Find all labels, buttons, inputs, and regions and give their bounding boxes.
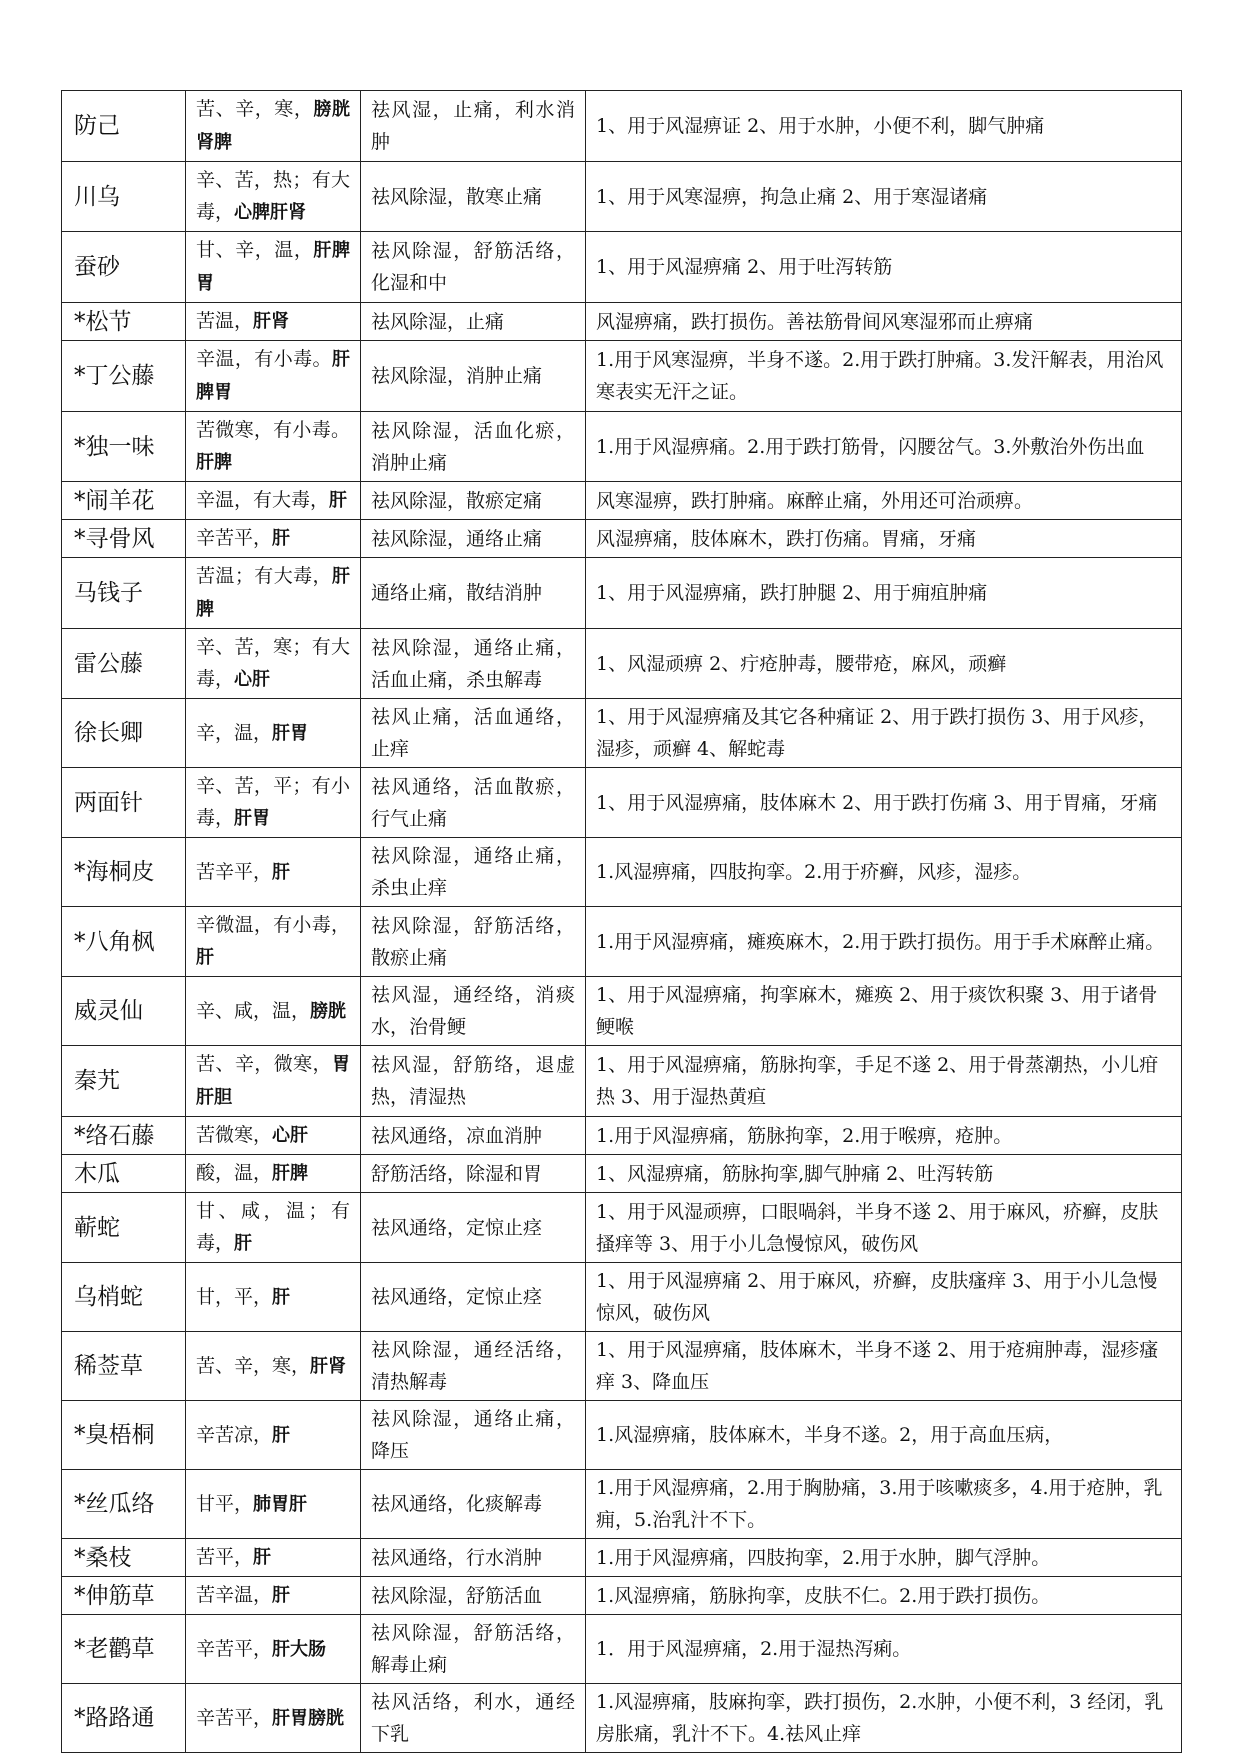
herb-nature-cell (186, 1470, 361, 1539)
herb-function-cell: 祛风活络，利水，通经下乳 (361, 1684, 586, 1753)
herb-indication-cell: 1．用于风湿痹痛，2.用于湿热泻痢。 (586, 1615, 1182, 1684)
herb-meridian-text: 肝 (272, 1424, 291, 1446)
herb-name-cell: 防己 (62, 91, 186, 162)
herb-indication-cell: 1.用于风湿痹痛，四肢拘挛，2.用于水肿，脚气浮肿。 (586, 1539, 1182, 1577)
herb-indication-cell: 1.风湿痹痛，筋脉拘挛，皮肤不仁。2.用于跌打损伤。 (586, 1577, 1182, 1615)
herb-nature-text: 甘、辛，温， (196, 239, 314, 261)
table-row (62, 558, 1182, 629)
herb-meridian-text: 肝 (272, 861, 291, 883)
herb-nature-cell (186, 1539, 361, 1577)
herb-indication-cell: 1、用于风湿痹痛及其它各种痛证 2、用于跌打损伤 3、用于风疹，湿疹，顽癣 4、解蛇毒 (586, 699, 1182, 768)
herb-nature-text: 辛苦平， (196, 1706, 273, 1729)
herb-indication-cell: 1、用于风湿痹痛，跌打肿腿 2、用于痈疽肿痛 (586, 558, 1182, 629)
herb-meridian-text: 胃肝胆 (196, 1054, 350, 1108)
herb-function-cell: 通络止痛，散结消肿 (361, 558, 586, 629)
herb-function-cell: 祛风通络，化痰解毒 (361, 1470, 586, 1539)
herb-nature-cell (186, 162, 361, 232)
herb-meridian-text: 心脾肝肾 (234, 202, 307, 223)
herb-function-cell: 祛风除湿，舒筋活血 (361, 1577, 586, 1615)
herb-table-body (62, 91, 1182, 1753)
herb-nature-text: 辛苦凉， (196, 1423, 273, 1446)
herb-meridian-text: 肝 (272, 528, 291, 549)
herb-nature-text: 苦温；有大毒， (196, 565, 332, 587)
herb-function-cell: 祛风除湿，活血化瘀，消肿止痛 (361, 412, 586, 482)
herb-nature-cell (186, 1401, 361, 1470)
herb-nature-text: 苦、辛，微寒， (196, 1053, 332, 1075)
herb-nature-text: 辛、苦，平；有小毒， (196, 775, 350, 829)
herb-name-cell: 徐长卿 (62, 699, 186, 768)
herb-indication-cell: 1.用于风湿痹痛。2.用于跌打筋骨，闪腰岔气。3.外敷治外伤出血 (586, 412, 1182, 482)
herb-nature-cell (186, 1615, 361, 1684)
herb-name-cell: 蚕砂 (62, 232, 186, 303)
herb-meridian-text: 心肝 (272, 1125, 309, 1146)
table-row (62, 1684, 1182, 1753)
herb-nature-text: 甘平， (196, 1492, 254, 1515)
herb-indication-cell: 1.用于风湿痹痛，瘫痪麻木，2.用于跌打损伤。用于手术麻醉止痛。 (586, 907, 1182, 977)
herb-meridian-text: 肝 (272, 1585, 291, 1606)
herb-nature-text: 辛苦平， (196, 1637, 273, 1660)
herb-function-cell: 祛风除湿，散瘀定痛 (361, 482, 586, 520)
herb-nature-cell (186, 1332, 361, 1401)
herb-nature-text: 酸，温， (196, 1162, 273, 1184)
table-row (62, 838, 1182, 907)
herb-indication-cell: 1.用于风寒湿痹，半身不遂。2.用于跌打肿痛。3.发汗解表，用治风寒表实无汗之证。 (586, 341, 1182, 412)
herb-function-cell: 祛风除湿，舒筋活络，解毒止痢 (361, 1615, 586, 1684)
herb-meridian-text: 心肝 (234, 669, 271, 690)
table-row (62, 520, 1182, 558)
herb-name-cell: 马钱子 (62, 558, 186, 629)
herb-meridian-text: 肝 (234, 1233, 253, 1254)
herb-indication-cell: 风寒湿痹，跌打肿痛。麻醉止痛，外用还可治顽痹。 (586, 482, 1182, 520)
herb-meridian-text: 肝 (329, 490, 348, 511)
herb-meridian-text: 肝脾 (196, 566, 350, 620)
herb-name-cell: *路路通 (62, 1684, 186, 1753)
herb-name-cell: *丝瓜络 (62, 1470, 186, 1539)
herb-nature-cell (186, 768, 361, 838)
herb-nature-cell (186, 629, 361, 699)
herb-meridian-text: 膀胱肾脾 (196, 99, 350, 153)
herb-name-cell: 威灵仙 (62, 977, 186, 1046)
herb-name-cell: *松节 (62, 303, 186, 341)
herb-name-cell: *丁公藤 (62, 341, 186, 412)
herb-nature-cell (186, 907, 361, 977)
herb-function-cell: 祛风止痛，活血通络，止痒 (361, 699, 586, 768)
herb-meridian-text: 肝胃 (234, 808, 271, 829)
herb-indication-cell: 风湿痹痛，跌打损伤。善祛筋骨间风寒湿邪而止痹痛 (586, 303, 1182, 341)
herb-name-cell: *桑枝 (62, 1539, 186, 1577)
table-row (62, 162, 1182, 232)
table-row (62, 303, 1182, 341)
herb-function-cell: 祛风除湿，通络止痛 (361, 520, 586, 558)
herb-nature-text: 辛微温，有小毒， (196, 914, 350, 936)
herb-meridian-text: 肝脾胃 (196, 349, 350, 403)
herb-indication-cell: 1.用于风湿痹痛，2.用于胸胁痛，3.用于咳嗽痰多，4.用于疮肿，乳痈，5.治乳汁不下。 (586, 1470, 1182, 1539)
herb-nature-cell (186, 1155, 361, 1193)
herb-function-cell: 祛风湿，止痛，利水消肿 (361, 91, 586, 162)
herb-nature-text: 甘、咸，温；有毒， (196, 1200, 350, 1254)
herb-nature-cell (186, 91, 361, 162)
table-row (62, 1615, 1182, 1684)
table-row (62, 629, 1182, 699)
table-row (62, 1046, 1182, 1117)
herb-function-cell: 祛风湿，舒筋络，退虚热，清湿热 (361, 1046, 586, 1117)
herb-name-cell: *海桐皮 (62, 838, 186, 907)
herb-indication-cell: 1、用于风湿痹痛 2、用于吐泻转筋 (586, 232, 1182, 303)
herb-indication-cell: 1.用于风湿痹痛，筋脉拘挛，2.用于喉痹，疮肿。 (586, 1117, 1182, 1155)
herb-name-cell: *八角枫 (62, 907, 186, 977)
herb-nature-text: 辛，温， (196, 721, 273, 744)
table-row (62, 1470, 1182, 1539)
herb-nature-cell (186, 838, 361, 907)
herb-indication-cell: 风湿痹痛，肢体麻木，跌打伤痛。胃痛，牙痛 (586, 520, 1182, 558)
herb-function-cell: 祛风除湿，通络止痛，降压 (361, 1401, 586, 1470)
herb-name-cell: *络石藤 (62, 1117, 186, 1155)
herb-nature-cell (186, 977, 361, 1046)
herb-name-cell: *老鹳草 (62, 1615, 186, 1684)
herb-nature-text: 辛温，有大毒， (196, 489, 330, 511)
herb-meridian-text: 肝肾 (253, 311, 290, 332)
herb-nature-text: 辛、咸，温， (196, 999, 311, 1022)
herb-name-cell: 乌梢蛇 (62, 1263, 186, 1332)
herb-name-cell: 两面针 (62, 768, 186, 838)
herb-nature-text: 辛苦平， (196, 527, 273, 549)
herb-nature-cell (186, 232, 361, 303)
table-row (62, 768, 1182, 838)
herb-function-cell: 祛风除湿，通经活络，清热解毒 (361, 1332, 586, 1401)
herb-function-cell: 祛风除湿，通络止痛，杀虫止痒 (361, 838, 586, 907)
herb-name-cell: *闹羊花 (62, 482, 186, 520)
herb-meridian-text: 肝脾 (196, 452, 232, 473)
herb-function-cell: 祛风通络，行水消肿 (361, 1539, 586, 1577)
herb-function-cell: 祛风除湿，止痛 (361, 303, 586, 341)
herb-nature-text: 苦微寒，有小毒。 (196, 419, 350, 441)
table-row (62, 1577, 1182, 1615)
table-row (62, 699, 1182, 768)
herb-nature-text: 辛、苦，寒；有大毒， (196, 636, 350, 690)
table-row (62, 412, 1182, 482)
herb-function-cell: 祛风通络，定惊止痉 (361, 1193, 586, 1263)
herb-indication-cell: 1.风湿痹痛，四肢拘挛。2.用于疥癣，风疹，湿疹。 (586, 838, 1182, 907)
herb-indication-cell: 1、用于风湿痹证 2、用于水肿，小便不利，脚气肿痛 (586, 91, 1182, 162)
herb-nature-text: 苦温， (196, 310, 254, 332)
herb-indication-cell: 1、风湿顽痹 2、疔疮肿毒，腰带疮，麻风，顽癣 (586, 629, 1182, 699)
herb-meridian-text: 肝脾 (272, 1163, 309, 1184)
herb-meridian-text: 肝胃 (272, 722, 309, 744)
herb-name-cell: *独一味 (62, 412, 186, 482)
herb-indication-cell: 1.风湿痹痛，肢体麻木，半身不遂。2，用于高血压病， (586, 1401, 1182, 1470)
herb-nature-cell (186, 520, 361, 558)
herb-table (61, 90, 1182, 1753)
table-row (62, 1193, 1182, 1263)
herb-nature-cell (186, 1263, 361, 1332)
herb-meridian-text: 肝胃膀胱 (272, 1707, 345, 1729)
herb-name-cell: *伸筋草 (62, 1577, 186, 1615)
herb-function-cell: 祛风除湿，消肿止痛 (361, 341, 586, 412)
table-row (62, 907, 1182, 977)
herb-function-cell: 祛风通络，活血散瘀，行气止痛 (361, 768, 586, 838)
herb-function-cell: 祛风通络，凉血消肿 (361, 1117, 586, 1155)
herb-nature-cell (186, 1577, 361, 1615)
herb-name-cell: 木瓜 (62, 1155, 186, 1193)
herb-nature-cell (186, 1117, 361, 1155)
herb-indication-cell: 1、用于风湿痹痛，筋脉拘挛，手足不遂 2、用于骨蒸潮热，小儿疳热 3、用于湿热黄疸 (586, 1046, 1182, 1117)
herb-nature-text: 苦平， (196, 1546, 254, 1568)
herb-nature-text: 苦辛温， (196, 1584, 273, 1606)
herb-nature-cell (186, 558, 361, 629)
herb-nature-text: 苦微寒， (196, 1124, 273, 1146)
herb-meridian-text: 肝 (253, 1547, 272, 1568)
herb-indication-cell: 1.风湿痹痛，肢麻拘挛，跌打损伤，2.水肿，小便不利，3 经闭，乳房胀痛，乳汁不下。4.祛风止痒 (586, 1684, 1182, 1753)
herb-indication-cell: 1、用于风寒湿痹，拘急止痛 2、用于寒湿诸痛 (586, 162, 1182, 232)
table-row (62, 1401, 1182, 1470)
table-row (62, 232, 1182, 303)
herb-nature-cell (186, 303, 361, 341)
herb-nature-text: 辛、苦，热；有大毒， (196, 169, 350, 223)
herb-name-cell: 稀莶草 (62, 1332, 186, 1401)
herb-function-cell: 祛风除湿，舒筋活络，化湿和中 (361, 232, 586, 303)
herb-indication-cell: 1、风湿痹痛，筋脉拘挛,脚气肿痛 2、吐泻转筋 (586, 1155, 1182, 1193)
table-row (62, 91, 1182, 162)
herb-nature-text: 甘，平， (196, 1285, 273, 1308)
herb-meridian-text: 膀胱 (310, 1000, 347, 1022)
table-row (62, 1155, 1182, 1193)
herb-function-cell: 舒筋活络，除湿和胃 (361, 1155, 586, 1193)
herb-nature-cell (186, 699, 361, 768)
herb-name-cell: 川乌 (62, 162, 186, 232)
herb-nature-text: 苦、辛，寒， (196, 1354, 311, 1377)
herb-nature-cell (186, 1046, 361, 1117)
table-row (62, 482, 1182, 520)
herb-name-cell: 秦艽 (62, 1046, 186, 1117)
herb-nature-cell (186, 412, 361, 482)
herb-function-cell: 祛风通络，定惊止痉 (361, 1263, 586, 1332)
herb-meridian-text: 肺胃肝 (253, 1493, 308, 1515)
herb-indication-cell: 1、用于风湿痹痛，肢体麻木，半身不遂 2、用于疮痈肿毒，湿疹瘙痒 3、降血压 (586, 1332, 1182, 1401)
herb-nature-text: 苦辛平， (196, 860, 273, 883)
herb-function-cell: 祛风湿，通经络，消痰水，治骨鲠 (361, 977, 586, 1046)
table-row (62, 977, 1182, 1046)
herb-nature-text: 辛温，有小毒。 (196, 348, 332, 370)
herb-nature-text: 苦、辛，寒， (196, 98, 314, 120)
herb-meridian-text: 肝大肠 (272, 1638, 327, 1660)
herb-meridian-text: 肝 (272, 1286, 291, 1308)
herb-nature-cell (186, 1684, 361, 1753)
herb-indication-cell: 1、用于风湿痹痛，肢体麻木 2、用于跌打伤痛 3、用于胃痛，牙痛 (586, 768, 1182, 838)
herb-function-cell: 祛风除湿，舒筋活络，散瘀止痛 (361, 907, 586, 977)
herb-indication-cell: 1、用于风湿痹痛 2、用于麻风，疥癣，皮肤瘙痒 3、用于小儿急慢惊风，破伤风 (586, 1263, 1182, 1332)
herb-name-cell: *寻骨风 (62, 520, 186, 558)
table-row (62, 1332, 1182, 1401)
herb-meridian-text: 肝脾胃 (196, 240, 350, 294)
herb-function-cell: 祛风除湿，散寒止痛 (361, 162, 586, 232)
herb-nature-cell (186, 1193, 361, 1263)
table-row (62, 1539, 1182, 1577)
herb-function-cell: 祛风除湿，通络止痛，活血止痛，杀虫解毒 (361, 629, 586, 699)
herb-indication-cell: 1、用于风湿顽痹，口眼喎斜，半身不遂 2、用于麻风，疥癣，皮肤搔痒等 3、用于小儿急慢惊风，破伤风 (586, 1193, 1182, 1263)
herb-meridian-text: 肝肾 (310, 1355, 347, 1377)
herb-name-cell: 雷公藤 (62, 629, 186, 699)
herb-nature-cell (186, 482, 361, 520)
herb-name-cell: *臭梧桐 (62, 1401, 186, 1470)
table-row (62, 341, 1182, 412)
herb-indication-cell: 1、用于风湿痹痛，拘挛麻木，瘫痪 2、用于痰饮积聚 3、用于诸骨鲠喉 (586, 977, 1182, 1046)
herb-nature-cell (186, 341, 361, 412)
herb-meridian-text: 肝 (196, 947, 214, 968)
herb-name-cell: 蕲蛇 (62, 1193, 186, 1263)
table-row (62, 1117, 1182, 1155)
table-row (62, 1263, 1182, 1332)
